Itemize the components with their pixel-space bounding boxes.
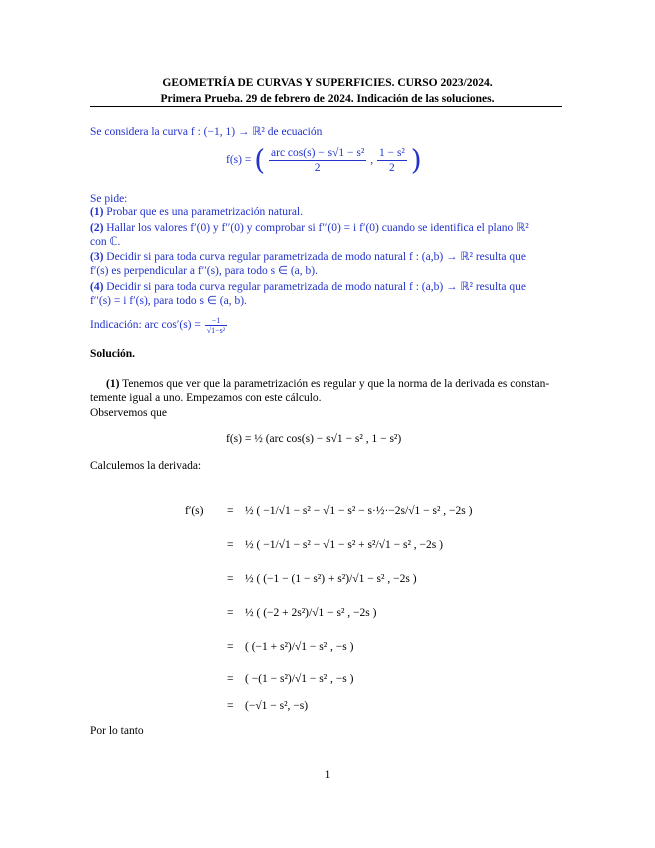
solution-therefore: Por lo tanto	[90, 725, 144, 737]
eq-sign-4: =	[227, 607, 234, 619]
left-paren: (	[254, 143, 266, 177]
solution-p1-text: Tenemos que ver que la parametrización es regular y que la norma de la derivada es constan-	[122, 378, 550, 390]
header-title: GEOMETRÍA DE CURVAS Y SUPERFICIES. CURSO 2023/2024.	[162, 77, 493, 89]
hint-fraction	[205, 316, 227, 335]
derivative-step-2: ½ ( −1/√1 − s² − √1 − s² + s²/√1 − s² , −2s )	[245, 539, 443, 551]
page-number: 1	[324, 769, 331, 781]
hint-den: √1−s²	[206, 326, 226, 335]
hint	[90, 316, 228, 335]
hint-text: Indicación: arc cos′(s) =	[90, 319, 201, 332]
fraction-1-num: arc cos(s) − s√1 − s²	[271, 147, 365, 159]
fraction-2	[377, 146, 407, 175]
derivative-step-7: (−√1 − s², −s)	[245, 700, 309, 712]
solution-title: Solución.	[90, 348, 136, 360]
solution-calc: Calculemos la derivada:	[90, 460, 202, 472]
solution-p1-num: (1)	[106, 378, 120, 390]
item-2-cont: con ℂ.	[90, 236, 121, 248]
item-2-num: (2)	[90, 222, 104, 234]
solution-eq2: f(s) = ½ (arc cos(s) − s√1 − s² , 1 − s²)	[226, 433, 402, 445]
eq-sign-6: =	[227, 673, 234, 685]
item-4-text: Decidir si para toda curva regular parametrizada de modo natural f : (a,b) → ℝ² resulta que	[106, 281, 526, 293]
derivative-step-6: ( −(1 − s²)/√1 − s² , −s )	[245, 673, 354, 685]
item-3-num: (3)	[90, 251, 104, 263]
item-4-num: (4)	[90, 281, 104, 293]
item-2-text: Hallar los valores f′(0) y f′′(0) y comprobar si f′′(0) = i f′(0) cuando se identifica el plano ℝ²	[106, 222, 529, 234]
eq-sign-3: =	[227, 573, 234, 585]
derivative-step-4: ½ ( (−2 + 2s²)/√1 − s² , −2s )	[245, 607, 377, 619]
hint-num: −1	[205, 316, 227, 326]
item-1-num: (1)	[90, 206, 104, 218]
equation-lhs: f(s) =	[226, 154, 252, 167]
header-rule	[90, 106, 562, 107]
fraction-1	[269, 146, 366, 175]
derivative-step-1: ½ ( −1/√1 − s² − √1 − s² − s·½·−2s/√1 − s² , −2s )	[245, 505, 473, 517]
derivative-step-3: ½ ( (−1 − (1 − s²) + s²)/√1 − s² , −2s )	[245, 573, 417, 585]
eq-sign-2: =	[227, 539, 234, 551]
statement-asked: Se pide:	[90, 193, 128, 205]
solution-observe: Observemos que	[90, 407, 167, 419]
statement-equation: f(s) = ( $\frac{\text{arc cos(s) − s√1 − s²}}{2}$ , $\frac{\text{1 − s²}}{2}$ )	[226, 143, 422, 177]
item-3-text: Decidir si para toda curva regular parametrizada de modo natural f : (a,b) → ℝ² resulta que	[106, 251, 526, 263]
item-2	[90, 220, 529, 234]
eq-sign-5: =	[227, 641, 234, 653]
item-1-text: Probar que es una parametrización natural.	[106, 206, 303, 218]
solution-p1-cont: temente igual a uno. Empezamos con este cálculo.	[90, 392, 322, 404]
item-3-cont: f′(s) es perpendicular a f′′(s), para todo s ∈ (a, b).	[90, 265, 318, 277]
derivative-lhs: f′(s)	[185, 505, 204, 517]
solution-p1	[106, 378, 549, 390]
item-4-cont: f′′(s) = i f′(s), para todo s ∈ (a, b).	[90, 295, 247, 307]
item-1	[90, 206, 303, 218]
item-4	[90, 279, 526, 293]
derivative-step-5: ( (−1 + s²)/√1 − s² , −s )	[245, 641, 354, 653]
eq-sign-7: =	[227, 700, 234, 712]
right-paren: )	[410, 143, 422, 177]
fraction-2-den: 2	[389, 162, 395, 174]
eq-sign-1: =	[227, 505, 234, 517]
fraction-2-num: 1 − s²	[378, 147, 405, 159]
fraction-1-den: 2	[314, 162, 321, 174]
item-3	[90, 249, 526, 263]
statement-intro: Se considera la curva f : (−1, 1) → ℝ² de ecuación	[90, 126, 323, 138]
header-subtitle: Primera Prueba. 29 de febrero de 2024. Indicación de las soluciones.	[160, 93, 495, 105]
